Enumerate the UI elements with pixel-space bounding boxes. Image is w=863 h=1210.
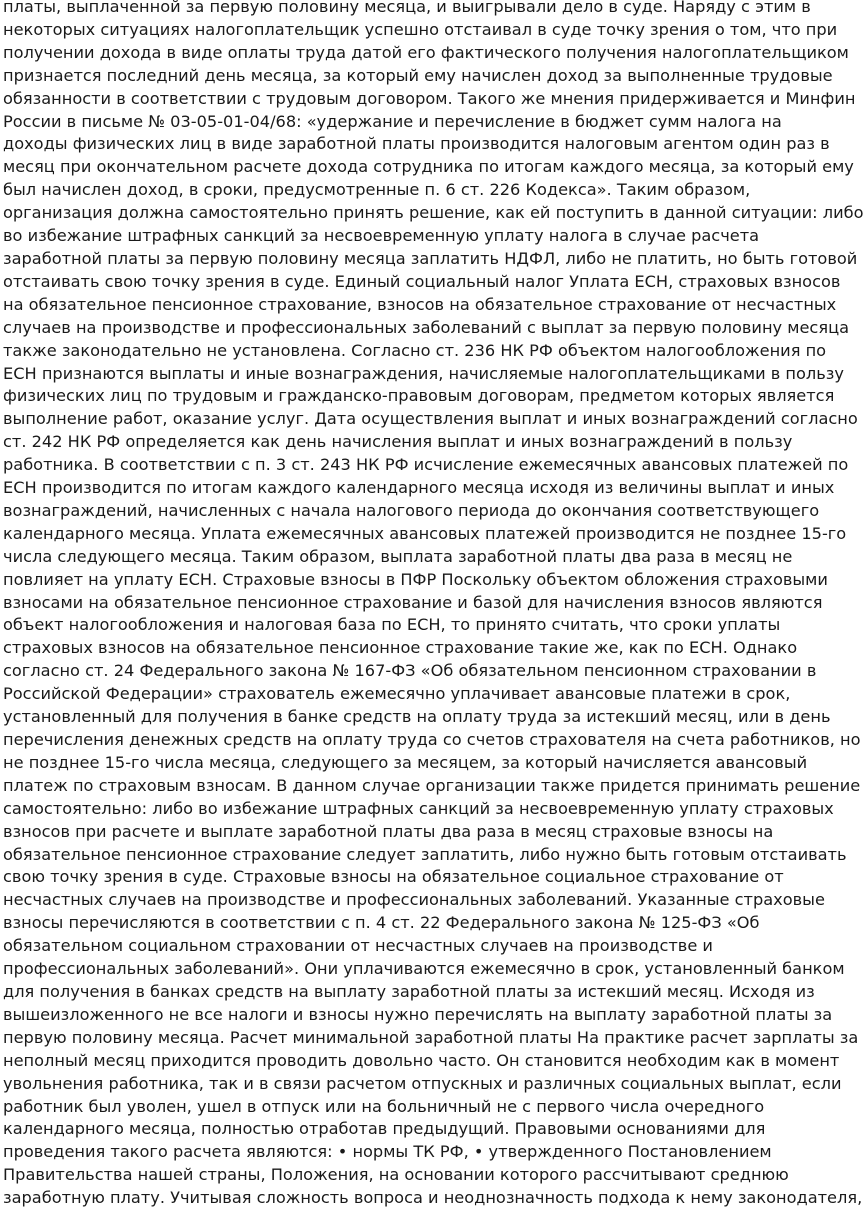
text-line: на обязательное пенсионное страхование, взносов на обязательное страхование от несчастных — [3, 294, 837, 314]
text-line: доходы физических лиц в виде заработной платы производится налоговым агентом один раз в — [3, 134, 830, 154]
text-line: признается последний день месяца, за который ему начислен доход за выполненные трудовые — [3, 65, 833, 85]
text-line: повлияет на уплату ЕСН. Страховые взносы в ПФР Поскольку объектом обложения страховыми — [3, 569, 828, 589]
text-line: для получения в банках средств на выплату заработной платы за истекший месяц. Исходя из — [3, 981, 815, 1001]
text-line: ЕСН производится по итогам каждого календарного месяца исходя из величины выплат и иных — [3, 478, 835, 498]
text-line: выполнение работ, оказание услуг. Дата осуществления выплат и иных вознаграждений согласно — [3, 409, 858, 429]
text-line: неполный месяц приходится проводить довольно часто. Он становится необходим как в момент — [3, 1050, 840, 1070]
text-line: Российской Федерации» страхователь ежемесячно уплачивает авансовые платежи в срок, — [3, 684, 791, 704]
text-line: России в письме № 03-05-01-04/68: «удержание и перечисление в бюджет сумм налога на — [3, 111, 782, 131]
text-line: взносы перечисляются в соответствии с п. 4 ст. 22 Федерального закона № 125-ФЗ «Об — [3, 913, 760, 933]
text-line: отстаивать свою точку зрения в суде. Единый социальный налог Уплата ЕСН, страховых взносов — [3, 271, 841, 291]
text-line: работник был уволен, ушел в отпуск или на больничный не с первого числа очередного — [3, 1096, 765, 1116]
text-line: установленный для получения в банке средств на оплату труда за истекший месяц, или в день — [3, 707, 831, 727]
text-line: увольнения работника, так и в связи расчетом отпускных и различных социальных выплат, если — [3, 1073, 842, 1093]
text-line: ст. 242 НК РФ определяется как день начисления выплат и иных вознаграждений в пользу — [3, 432, 793, 452]
document-body-text — [3, 0, 863, 1210]
text-line: самостоятельно: либо во избежание штрафных санкций за несвоевременную уплату страховых — [3, 798, 834, 818]
text-line: был начислен доход, в сроки, предусмотренные п. 6 ст. 226 Кодекса». Таким образом, — [3, 180, 751, 200]
text-line: проведения такого расчета являются: • нормы ТК РФ, • утвержденного Постановлением — [3, 1142, 772, 1162]
text-line: свою точку зрения в суде. Страховые взносы на обязательное социальное страхование от — [3, 867, 784, 887]
text-line: объект налогообложения и налоговая база по ЕСН, то принято считать, что сроки уплаты — [3, 615, 781, 635]
text-line: несчастных случаев на производстве и профессиональных заболеваний. Указанные страховые — [3, 890, 825, 910]
text-line: согласно ст. 24 Федерального закона № 167-ФЗ «Об обязательном пенсионном страховании в — [3, 661, 817, 681]
text-line: некоторых ситуациях налогоплательщик успешно отстаивал в суде точку зрения о том, что при — [3, 19, 838, 39]
text-line: календарного месяца, полностью отработав предыдущий. Правовыми основаниями для — [3, 1119, 766, 1139]
text-line: получении дохода в виде оплаты труда датой его фактического получения налогоплательщиком — [3, 42, 849, 62]
text-line: первую половину месяца. Расчет минимальной заработной платы На практике расчет зарплаты за — [3, 1027, 859, 1047]
text-line: вознаграждений, начисленных с начала налогового периода до окончания соответствующего — [3, 500, 820, 520]
text-line: платеж по страховым взносам. В данном случае организации также придется принимать решение — [3, 775, 861, 795]
text-line: платы, выплаченной за первую половину месяца, и выигрывали дело в суде. Наряду с этим в — [3, 0, 811, 16]
text-line: обязанности в соответствии с трудовым договором. Такого же мнения придерживается и Минфин — [3, 88, 856, 108]
text-line: случаев на производстве и профессиональных заболеваний с выплат за первую половину месяца — [3, 317, 850, 337]
text-line: профессиональных заболеваний». Они уплачиваются ежемесячно в срок, установленный банком — [3, 959, 845, 979]
text-line: ЕСН признаются выплаты и иные вознаграждения, начисляемые налогоплательщиками в пользу — [3, 363, 844, 383]
text-line: календарного месяца. Уплата ежемесячных авансовых платежей производится не позднее 15-го — [3, 523, 847, 543]
text-line: обязательном социальном страховании от несчастных случаев на производстве и — [3, 936, 713, 956]
text-line: во избежание штрафных санкций за несвоевременную уплату налога в случае расчета — [3, 226, 760, 246]
text-line: физических лиц по трудовым и гражданско-правовым договорам, предметом которых является — [3, 386, 835, 406]
text-line: взносами на обязательное пенсионное страхование и базой для начисления взносов являются — [3, 592, 823, 612]
text-line: обязательное пенсионное страхование следует заплатить, либо нужно быть готовым отстаивать — [3, 844, 847, 864]
text-line: перечисления денежных средств на оплату труда со счетов страхователя на счета работников, но — [3, 730, 861, 749]
text-line: заработной платы за первую половину месяца заплатить НДФЛ, либо не платить, но быть готовой — [3, 248, 858, 268]
text-line: заработную плату. Учитывая сложность вопроса и неоднозначность подхода к нему законодателя, — [3, 1188, 863, 1208]
text-line: не позднее 15-го числа месяца, следующего за месяцем, за который начисляется авансовый — [3, 752, 808, 772]
text-line: вышеизложенного не все налоги и взносы нужно перечислять на выплату заработной платы за — [3, 1004, 833, 1024]
text-line: организация должна самостоятельно принять решение, как ей поступить в данной ситуации: либо — [3, 203, 863, 223]
text-line: числа следующего месяца. Таким образом, выплата заработной платы два раза в месяц не — [3, 546, 793, 566]
text-line: также законодательно не установлена. Согласно ст. 236 НК РФ объектом налогообложения по — [3, 340, 827, 360]
text-line: страховых взносов на обязательное пенсионное страхование такие же, как по ЕСН. Однако — [3, 638, 798, 658]
text-line: Правительства нашей страны, Положения, на основании которого рассчитывают среднюю — [3, 1165, 789, 1185]
text-line: месяц при окончательном расчете дохода сотрудника по итогам каждого месяца, за который ему — [3, 157, 854, 177]
text-line: взносов при расчете и выплате заработной платы два раза в месяц страховые взносы на — [3, 821, 774, 841]
text-line: работника. В соответствии с п. 3 ст. 243 НК РФ исчисление ежемесячных авансовых платежей по — [3, 455, 849, 475]
